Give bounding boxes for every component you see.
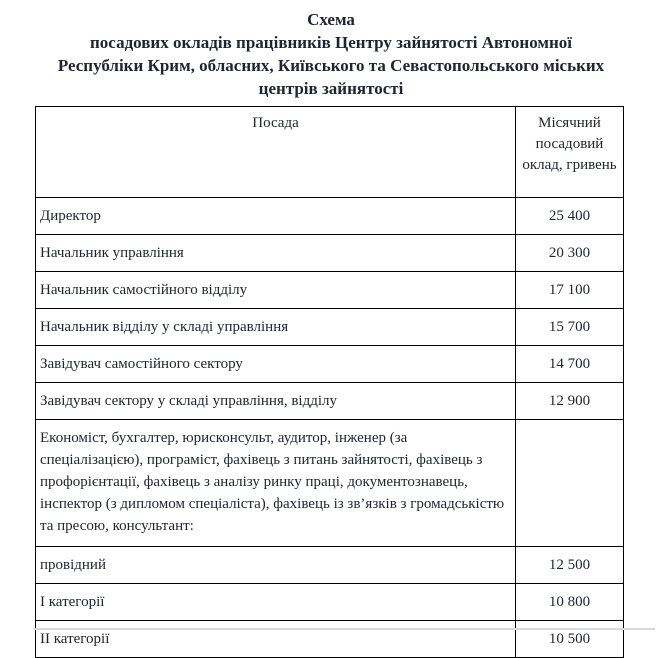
salary-cell: 25 400 xyxy=(516,198,624,235)
salary-cell: 15 700 xyxy=(516,309,624,346)
salary-cell: 12 900 xyxy=(516,383,624,420)
salary-cell: 17 100 xyxy=(516,272,624,309)
table-row xyxy=(36,309,624,346)
salary-cell: 20 300 xyxy=(516,235,624,272)
table-row-group-heading xyxy=(36,420,624,547)
salary-cell: 12 500 xyxy=(516,547,624,584)
table-row xyxy=(36,584,624,621)
position-cell: Директор xyxy=(36,198,516,235)
position-cell: І категорії xyxy=(36,584,516,621)
header-salary: Місячний посадовий оклад, гривень xyxy=(516,107,624,198)
horizontal-rule xyxy=(33,628,655,630)
table-row xyxy=(36,235,624,272)
position-cell: ІІ категорії xyxy=(36,621,516,658)
salary-cell-empty xyxy=(516,420,624,547)
salary-table xyxy=(35,106,624,658)
position-cell: провідний xyxy=(36,547,516,584)
title-line-4: центрів зайнятості xyxy=(258,79,404,98)
position-cell: Начальник відділу у складі управління xyxy=(36,309,516,346)
document-title xyxy=(0,0,662,100)
position-cell: Економіст, бухгалтер, юрисконсульт, аудитор, інженер (за спеціалізацією), програміст, фахівець з питань зайнятості, фахівець з профорієнтації, фахівець з аналізу ринку праці, документознавець, інспектор (з дипломом спеціаліста), фахівець із зв’язків з громадськістю та пресою, консультант: xyxy=(36,420,516,547)
title-line-2: посадових окладів працівників Центру зайнятості Автономної xyxy=(90,33,572,52)
table-row xyxy=(36,621,624,658)
position-cell: Завідувач сектору у складі управління, відділу xyxy=(36,383,516,420)
table-row xyxy=(36,198,624,235)
position-cell: Начальник самостійного відділу xyxy=(36,272,516,309)
position-cell: Завідувач самостійного сектору xyxy=(36,346,516,383)
title-line-3: Республіки Крим, обласних, Київського та Севастопольського міських xyxy=(57,56,605,75)
table-header-row xyxy=(36,107,624,198)
salary-cell: 10 500 xyxy=(516,621,624,658)
table-row xyxy=(36,547,624,584)
table-row xyxy=(36,346,624,383)
table-row xyxy=(36,383,624,420)
position-cell: Начальник управління xyxy=(36,235,516,272)
table-row xyxy=(36,272,624,309)
title-line-1: Схема xyxy=(307,10,355,29)
salary-cell: 14 700 xyxy=(516,346,624,383)
salary-cell: 10 800 xyxy=(516,584,624,621)
header-position: Посада xyxy=(36,107,516,198)
